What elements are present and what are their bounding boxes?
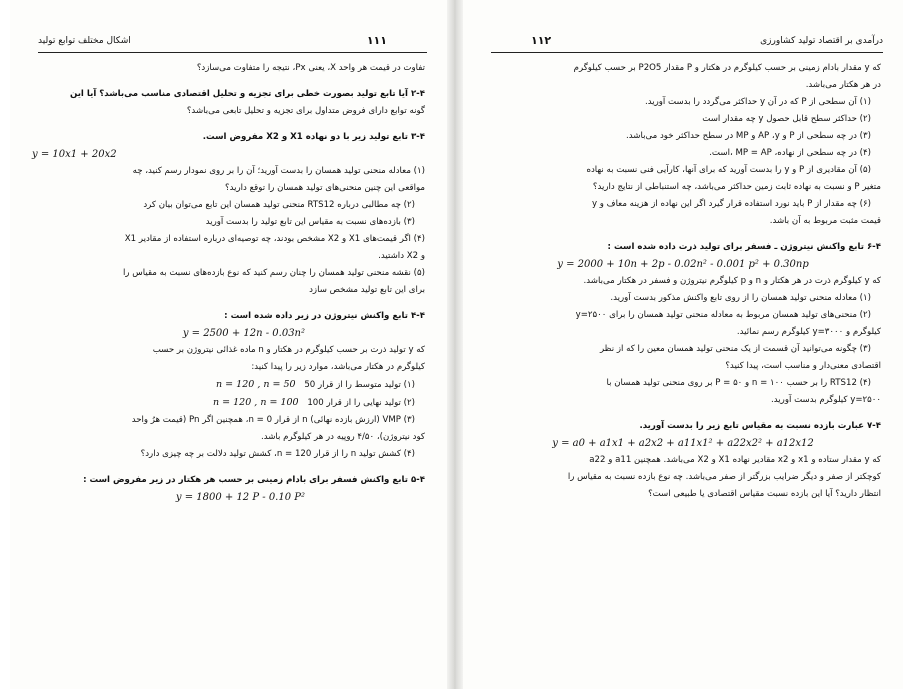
- text-line: (۱) معادله منحنی تولید همسان را بدست آورید؛ آن را بر روی نمودار رسم کنید، چه: [132, 166, 425, 176]
- exercise-heading: ۵-۴ تابع واکنش فسفر برای بادام زمینی بر حسب هر هکتار در زیر مفروض است :: [83, 475, 425, 485]
- text-line: (۵) نقشه منحنی تولید همسان را چنان رسم کنید که نوع بازده‌های نسبت به مقیاس را: [122, 268, 425, 278]
- text-line: (۴) اگر قیمت‌های X1 و X2 مشخص بودند، چه توصیه‌ای درباره استفاده از مقادیر X1: [124, 234, 425, 244]
- text-line: گونه توابع دارای فروض متداول برای تجزیه و تحلیل تابعی می‌باشد؟: [186, 106, 425, 116]
- left-page: [10, 0, 447, 689]
- text-line: (۳) در چه سطحی از P و AP ،y و MP در سطح حداکثر خود می‌باشد.: [626, 131, 871, 141]
- right-page: [463, 0, 903, 689]
- text-line: (۵) آن مقادیری از P و y را بدست آورید که برای آنها، کارآیی فنی نسبت به نهاده: [586, 165, 871, 175]
- text-line: که y مقدار ستاده و x1 و x2 مقادیر نهاده X1 و X2 می‌باشد. همچنین a11 و a22: [589, 455, 881, 465]
- text-line: و X2 داشتید.: [378, 251, 425, 261]
- exercise-heading: ۳-۴ تابع تولید زیر با دو نهاده X1 و X2 مفروض است.: [202, 132, 425, 142]
- text-line: [32, 376, 425, 394]
- text-line: (۱) آن سطحی از P که در آن y حداکثر می‌گردد را بدست آورید.: [644, 97, 871, 107]
- text-line: ۲۵۰۰=y کیلوگرم بدست آورید.: [771, 395, 881, 405]
- text-line: (۶) چه مقدار از P باید نورد استفاده قرار گیرد اگر این نهاده از هزینه معاف و y: [591, 199, 871, 209]
- text-line: (۳) بازده‌های نسبت به مقیاس این تابع تولید را بدست آورید: [205, 217, 415, 227]
- exercise-heading: ۷-۴ عبارت بازده نسبت به مقیاس تابع زیر را بدست آورید.: [639, 421, 881, 431]
- equation: y = 1800 + 12 P - 0.10 P²: [175, 492, 305, 503]
- text-line: (۴) در چه سطحی از نهاده، MP = AP ،است.: [709, 148, 871, 158]
- left-page-number: ۱۱۱: [366, 34, 387, 47]
- text-line: (۱) معادله منحنی تولید همسان را از روی تابع واکنش مذکور بدست آورید.: [610, 293, 871, 303]
- text-fragment: (۱) تولید متوسط را از قرار 50: [304, 380, 415, 390]
- values: n = 120 , n = 100: [213, 397, 299, 408]
- text-line: قیمت مثبت مربوط به آن باشد.: [769, 216, 881, 226]
- text-line: کیلوگرم در هکتار می‌باشد، موارد زیر را پیدا کنید:: [251, 362, 425, 372]
- equation: y = a0 + a1x1 + a2x2 + a11x1² + a22x2² + a12x12: [552, 438, 814, 449]
- right-page-number: ۱۱۲: [531, 34, 552, 47]
- left-page-header: [38, 34, 427, 53]
- text-line: که y کیلوگرم ذرت در هر هکتار و n و p کیلوگرم نیتروژن و فسفر در هکتار می‌باشد.: [583, 276, 881, 286]
- equation: y = 2500 + 12n - 0.03n²: [182, 328, 305, 339]
- text-line: تفاوت در قیمت هر واحد X، یعنی Px، نتیجه را متفاوت می‌سازد؟: [196, 63, 425, 73]
- text-line: (۴) کشش تولید n را از قرار 120 = n، کشش تولید دلالت بر چه چیزی دارد؟: [140, 449, 415, 459]
- text-line: [32, 394, 425, 412]
- exercise-heading: ۲-۴ آیا تابع تولید بصورت خطی برای تجزیه و تحلیل اقتصادی مناسب می‌باشد؟ آیا این: [69, 89, 425, 99]
- text-line: (۴) RTS12 را بر حسب ۱۰۰ = n و ۵۰ = P بر روی منحنی تولید همسان با: [606, 378, 871, 388]
- text-line: برای این تابع تولید مشخص سازد: [309, 285, 425, 295]
- text-line: (۳) VMP (ارزش بازده نهائی) n از قرار 0 = n، همچنین اگر Pn (قیمت هرُ واحد: [131, 415, 415, 425]
- right-page-content: [485, 60, 881, 503]
- text-line: در هر هکتار می‌باشد.: [805, 80, 881, 90]
- text-line: (۲) منحنی‌های تولید همسان مربوط به معادله منحنی تولید همسان را برای ۲۵۰۰=y: [575, 310, 871, 320]
- exercise-heading: ۶-۴ تابع واکنش نیتروژن ـ فسفر برای تولید ذرت داده شده است :: [607, 242, 881, 252]
- left-page-content: [32, 60, 425, 506]
- text-line: کیلوگرم و ۳۰۰۰=y کیلوگرم رسم نمائید.: [736, 327, 881, 337]
- values: n = 120 , n = 50: [216, 379, 296, 390]
- text-line: کوچکتر از صفر و دیگر ضرایب بزرگتر از صفر می‌باشد. چه نوع بازده نسبت به مقیاس را: [567, 472, 881, 482]
- exercise-heading: ۴-۴ تابع واکنش نیتروژن در زیر داده شده است :: [224, 311, 425, 321]
- text-line: که y مقدار بادام زمینی بر حسب کیلوگرم در هکتار و P مقدار P2O5 بر حسب کیلوگرم: [573, 63, 881, 73]
- right-header-title: درآمدی بر اقتصاد تولید کشاورزی: [760, 36, 883, 46]
- text-line: اقتصادی معنی‌دار و مناسب است، پیدا کنید؟: [725, 361, 881, 371]
- text-line: مواقعی این چنین منحنی‌های تولید همسان را توقع دارید؟: [225, 183, 425, 193]
- text-fragment: (۲) تولید نهایی را از قرار 100: [307, 398, 415, 408]
- text-line: (۲) چه مطالبی درباره RTS12 منحنی تولید همسان این تابع می‌توان بیان کرد: [143, 200, 415, 210]
- left-header-title: اشکال مختلف توابع تولید: [38, 36, 131, 46]
- text-line: (۳) چگونه می‌توانید آن قسمت از یک منحنی تولید همسان معین را که از نظر: [599, 344, 871, 354]
- book-gutter: [447, 0, 463, 689]
- equation: y = 2000 + 10n + 2p - 0.02n² - 0.001 p² + 0.30np: [557, 259, 809, 270]
- equation: y = 10x1 + 20x2: [32, 149, 117, 160]
- text-line: انتظار دارید؟ آیا این بازده نسبت مقیاس اقتصادی یا طبیعی است؟: [648, 489, 881, 499]
- text-line: (۲) حداکثر سطح قابل حصول y چه مقدار است: [702, 114, 871, 124]
- text-line: که y تولید ذرت بر حسب کیلوگرم در هکتار و n ماده غذائی نیتروژن بر حسب: [152, 345, 425, 355]
- text-line: متغیر P و نسبت به نهاده ثابت زمین حداکثر می‌باشد، چه استنباطی از نتایج دارید؟: [592, 182, 881, 192]
- text-line: کود نیتروژن)، ۴/۵۰ روپیه در هر کیلوگرم باشد.: [260, 432, 425, 442]
- right-page-header: [491, 34, 883, 53]
